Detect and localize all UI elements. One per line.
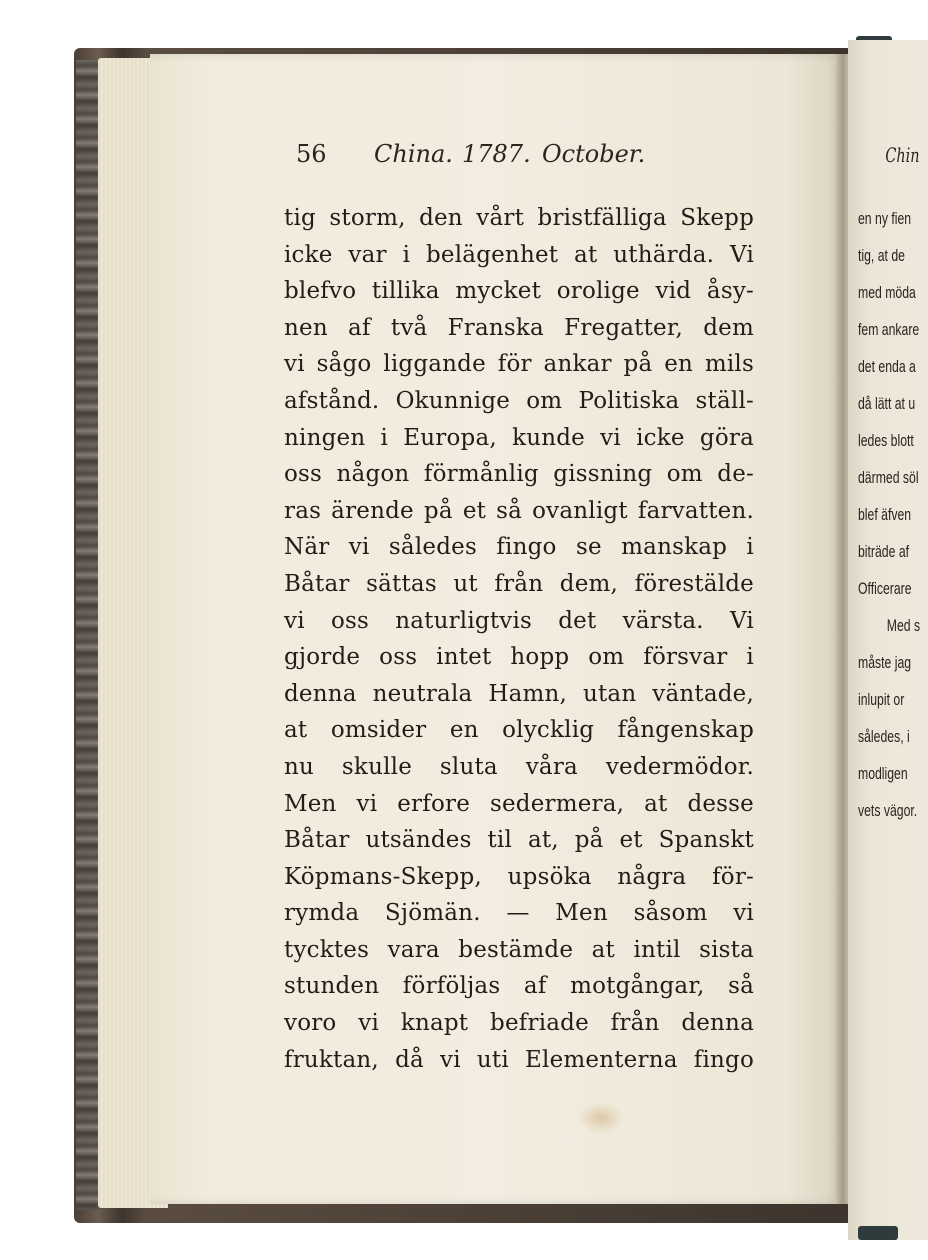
text-line: voro vi knapt befriade från denna (284, 1010, 754, 1037)
text-line: stunden förföljas af motgångar, så (284, 973, 754, 1000)
text-line: blefvo tillika mycket orolige vid åsy- (284, 278, 754, 305)
right-text-line: med möda (858, 283, 916, 302)
right-text-line: biträde af (858, 542, 910, 561)
cover-corner-bottom (858, 1226, 898, 1240)
right-text-line: således, i (858, 727, 910, 746)
text-line: rymda Sjömän. — Men såsom vi (284, 900, 754, 927)
page-number: 56 (296, 140, 327, 168)
right-text-line: ledes blott (858, 431, 914, 450)
right-text-line: det enda a (858, 357, 916, 376)
text-line: denna neutrala Hamn, utan väntade, (284, 680, 754, 707)
right-text-line: måste jag (858, 653, 912, 672)
text-line: ningen i Europa, kunde vi icke göra (284, 424, 754, 451)
foxing-stain (578, 1102, 624, 1134)
right-page-text (858, 140, 923, 829)
text-line: gjorde oss intet hopp om försvar i (284, 644, 754, 671)
right-text-line: en ny fien (858, 209, 912, 228)
right-text-line: modligen (858, 764, 908, 783)
text-line: vi oss naturligtvis det värsta. Vi (284, 607, 754, 634)
text-line: vi sågo liggande för ankar på en mils (284, 351, 754, 378)
right-running-head: Chin (885, 143, 920, 167)
running-month: October. (542, 140, 646, 168)
text-line: Köpmans-Skepp, upsöka några för- (284, 863, 754, 890)
running-year: 1787. (462, 140, 531, 168)
text-line: Båtar utsändes til at, på et Spanskt (284, 827, 754, 854)
text-line: at omsider en olycklig fångenskap (284, 717, 754, 744)
right-text-line: fem ankare (858, 320, 920, 339)
right-text-line: blef äfven (858, 505, 912, 524)
right-text-line: Officerare (858, 579, 912, 598)
right-text-line: Med s (886, 616, 921, 635)
text-line: fruktan, då vi uti Elementerna fingo (284, 1046, 754, 1073)
text-line: Båtar sättas ut från dem, förestälde (284, 570, 754, 597)
right-text-line: då lätt at u (858, 394, 916, 413)
text-line: afstånd. Okunnige om Politiska ställ- (284, 387, 754, 414)
right-text-line: tig, at de (858, 246, 905, 265)
running-place: China. (374, 140, 453, 168)
text-line: tig storm, den vårt bristfälliga Skepp (284, 205, 754, 231)
text-line: tycktes vara bestämde at intil sista (284, 936, 754, 963)
text-line: icke var i belägenhet at uthärda. Vi (284, 241, 754, 268)
text-line: Men vi erfore sedermera, at desse (284, 790, 754, 817)
running-header (296, 140, 716, 168)
text-line: oss någon förmånlig gissning om de- (284, 461, 754, 488)
page-body (284, 200, 754, 1078)
right-text-line: därmed söl (858, 468, 919, 487)
right-text-line: vets vägor. (858, 801, 918, 820)
text-line: När vi således fingo se manskap i (284, 534, 754, 561)
text-line: nen af två Franska Fregatter, dem (284, 314, 754, 341)
text-line: ras ärende på et så ovanligt farvatten. (284, 497, 754, 524)
text-line: nu skulle sluta våra vedermödor. (284, 753, 754, 780)
right-text-line: inlupit or (858, 690, 905, 709)
